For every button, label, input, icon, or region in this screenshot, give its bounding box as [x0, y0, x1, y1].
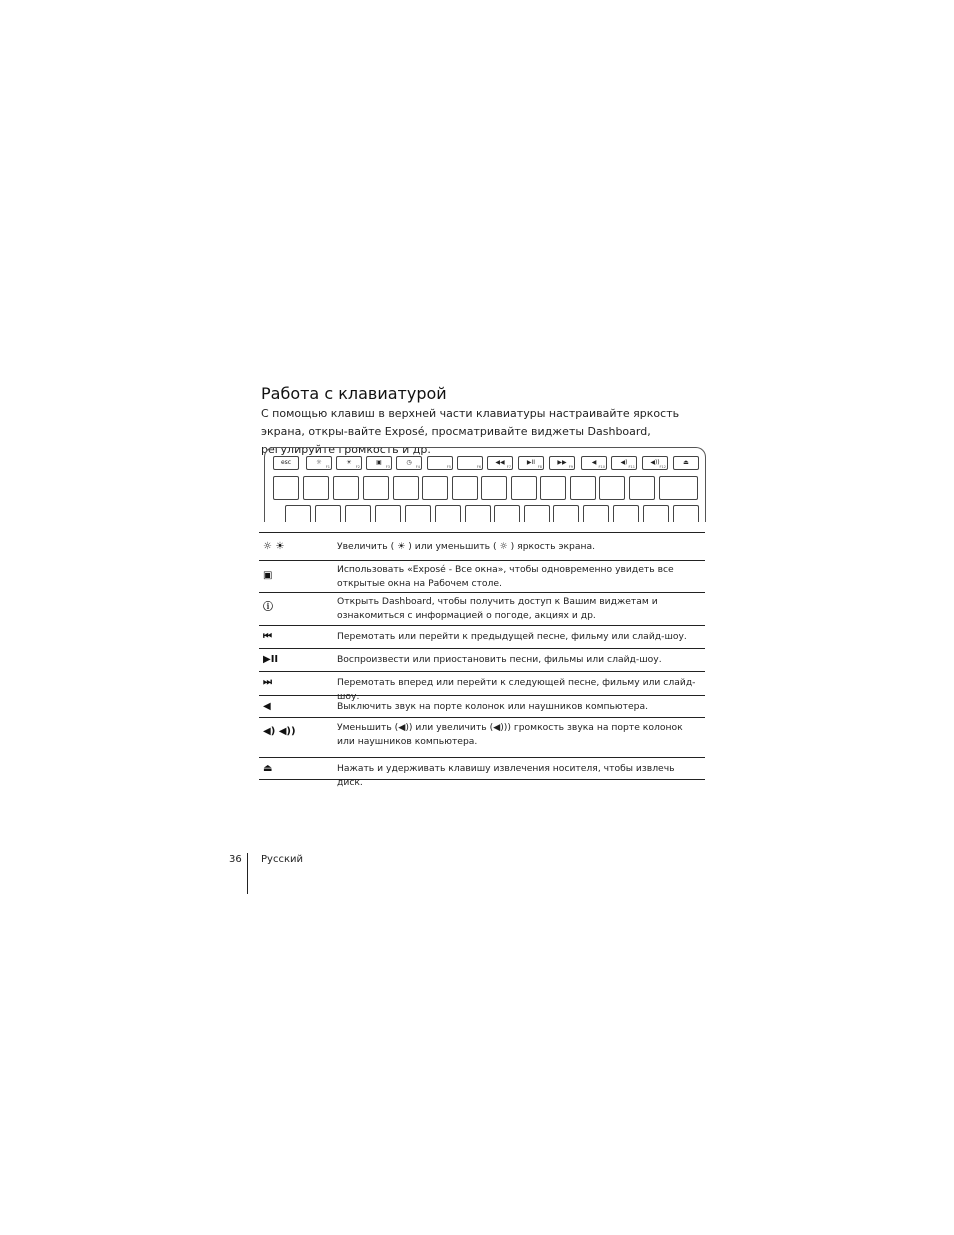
mute-icon: ◀ — [263, 701, 271, 712]
number-key — [393, 476, 419, 500]
volume-up-key: ◀)) F12 — [642, 456, 668, 470]
table-row — [259, 695, 705, 717]
brightness-down-key: ☼ F1 — [306, 456, 332, 470]
number-key — [452, 476, 478, 500]
footer-language: Русский — [261, 854, 303, 865]
number-key — [481, 476, 507, 500]
dashboard-key: ◷ F4 — [396, 456, 422, 470]
partial-key — [524, 505, 550, 522]
mute-key: ◀ F10 — [581, 456, 607, 470]
number-key — [273, 476, 299, 500]
number-key — [511, 476, 537, 500]
f5-key: F5 — [427, 456, 453, 470]
row-description: Перемотать или перейти к предыдущей песне, фильму или слайд-шоу. — [337, 631, 687, 642]
row-description: Открыть Dashboard, чтобы получить доступ к Вашим виджетам и ознакомиться с информацией о погоде, акциях и др. — [337, 596, 658, 621]
partial-key — [613, 505, 639, 522]
number-key — [629, 476, 655, 500]
expose-key: ▣ F3 — [366, 456, 392, 470]
partial-key — [494, 505, 520, 522]
partial-key — [315, 505, 341, 522]
brightness-up-key: ☀ F2 — [336, 456, 362, 470]
partial-key — [553, 505, 579, 522]
partial-key — [643, 505, 669, 522]
table-row — [259, 532, 705, 560]
partial-key — [285, 505, 311, 522]
number-key — [540, 476, 566, 500]
keyboard-illustration — [264, 447, 706, 522]
table-row — [259, 625, 705, 648]
function-key-table — [259, 532, 705, 788]
partial-key — [405, 505, 431, 522]
number-key — [570, 476, 596, 500]
page-title: Работа с клавиатурой — [261, 384, 447, 403]
esc-key: esc — [273, 456, 299, 470]
number-key — [303, 476, 329, 500]
intro-paragraph: С помощью клавиш в верхней части клавиатуры настраивайте яркость экрана, откры-вайте Exposé, просматривайте виджеты Dashboard, регулируйте громкость и др. — [261, 407, 680, 456]
partial-key — [345, 505, 371, 522]
number-key — [599, 476, 625, 500]
number-key — [363, 476, 389, 500]
eject-icon: ⏏ — [263, 763, 273, 774]
next-track-icon: ⏭ — [263, 677, 272, 688]
f6-key: F6 — [457, 456, 483, 470]
fast-forward-key: ▶▶ F9 — [549, 456, 575, 470]
partial-key — [465, 505, 491, 522]
volume-icon: ◀) ◀)) — [263, 726, 296, 737]
play-pause-key: ▶II F8 — [518, 456, 544, 470]
row-description: Использовать «Exposé - Все окна», чтобы одновременно увидеть все открытые окна на Рабочем столе. — [337, 564, 674, 589]
row-description: Нажать и удерживать клавишу извлечения носителя, чтобы извлечь диск. — [337, 763, 675, 788]
page-number: 36 — [229, 854, 242, 865]
row-description: Воспроизвести или приостановить песни, фильмы или слайд-шоу. — [337, 654, 662, 665]
eject-key: ⏏ — [673, 456, 699, 470]
dashboard-icon: ⓘ — [263, 602, 273, 613]
partial-key — [435, 505, 461, 522]
footer-divider — [247, 853, 248, 894]
table-row — [259, 648, 705, 671]
table-row — [259, 592, 705, 625]
rewind-key: ◀◀ F7 — [487, 456, 513, 470]
partial-key — [673, 505, 699, 522]
number-key — [422, 476, 448, 500]
table-row — [259, 671, 705, 702]
table-row — [259, 757, 705, 788]
play-pause-icon: ▶II — [263, 654, 279, 665]
volume-down-key: ◀) F11 — [611, 456, 637, 470]
delete-key — [659, 476, 698, 500]
previous-track-icon: ⏮ — [263, 631, 272, 642]
row-description: Выключить звук на порте колонок или наушников компьютера. — [337, 701, 649, 712]
expose-icon: ▣ — [263, 570, 273, 581]
row-description: Перемотать вперед или перейти к следующей песне, фильму или слайд-шоу. — [337, 677, 696, 702]
partial-key — [375, 505, 401, 522]
partial-key — [583, 505, 609, 522]
row-description: Увеличить ( ☀ ) или уменьшить ( ☼ ) яркость экрана. — [337, 541, 596, 552]
number-key — [333, 476, 359, 500]
brightness-icon: ☼ ☀ — [263, 541, 285, 552]
table-row — [259, 560, 705, 592]
table-row — [259, 717, 705, 757]
row-description: Уменьшить (◀)) или увеличить (◀))) громкость звука на порте колонок или наушников компьютера. — [337, 722, 683, 747]
